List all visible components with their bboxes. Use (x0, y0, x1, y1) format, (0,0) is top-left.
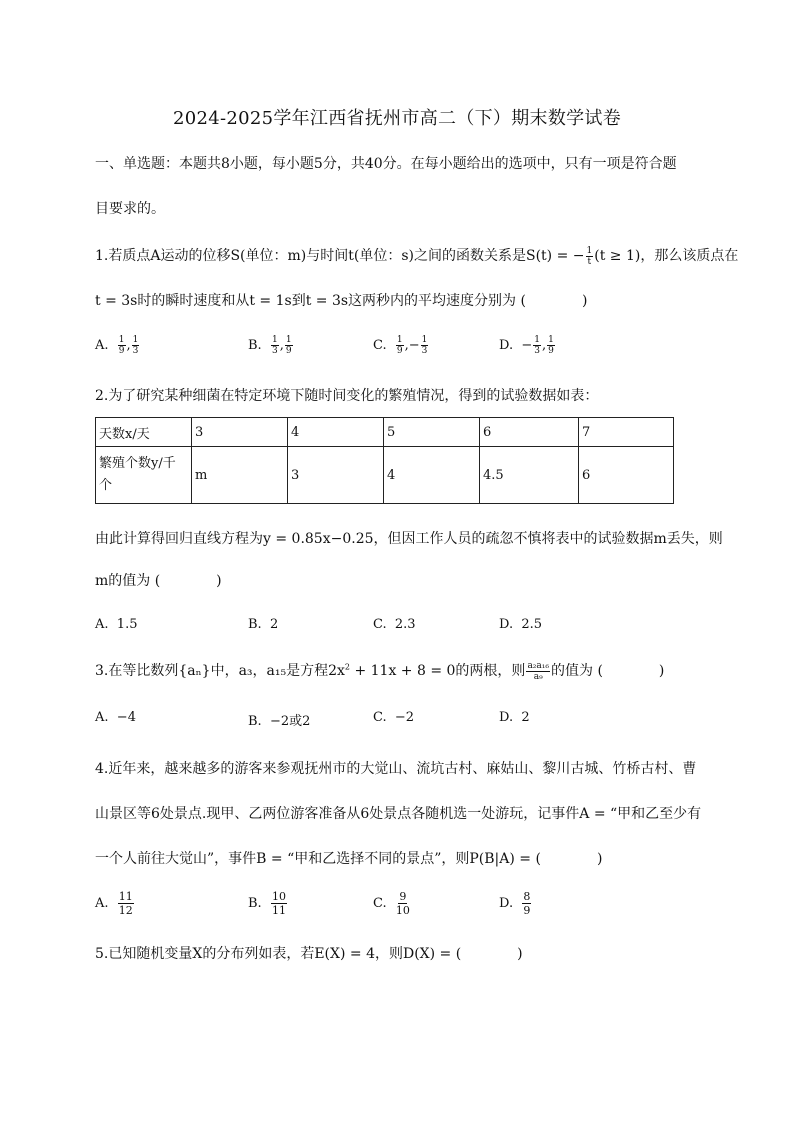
option-sep: , (126, 338, 131, 353)
page-title: 2024-2025学年江西省抚州市高二（下）期末数学试卷 (172, 108, 622, 129)
option-prefix: − (521, 338, 533, 353)
q3-option-b[interactable] (248, 710, 310, 729)
q3-frac-den: a₉ (533, 671, 543, 682)
q4-stem-line2: 山景区等6处景点.现甲、乙两位游客准备从6处景点各随机选一处游玩，记事件A = “甲和乙至少有 (95, 806, 702, 822)
frac-den: 9 (548, 346, 554, 356)
option-text: 2 (521, 710, 530, 725)
frac-den: 11 (271, 904, 286, 917)
option-frac (522, 890, 531, 917)
q4-option-b[interactable] (248, 890, 288, 917)
table-cell: 繁殖个数y/千个 (96, 447, 192, 504)
frac-den: 9 (396, 346, 403, 356)
q1-stem-line1 (95, 245, 738, 267)
option-frac (396, 335, 404, 356)
option-label: D. (499, 896, 514, 911)
q1-fraction (586, 246, 594, 267)
frac-den: 10 (395, 904, 410, 917)
option-label: C. (373, 617, 387, 632)
q1-stem-text-b: (t ≥ 1)，那么该质点在 (594, 248, 739, 264)
frac-den: 3 (132, 346, 139, 356)
q3-fraction (526, 661, 550, 682)
frac-den: 12 (118, 904, 133, 917)
section-heading: 一、单选题：本题共8小题，每小题5分，共40分。在每小题给出的选项中，只有一项是符合题 (95, 156, 677, 172)
q1-frac-den: t (587, 256, 592, 267)
q3-frac-num: a₂a₁₆ (527, 660, 549, 671)
option-text: 1.5 (116, 617, 138, 632)
frac-den: 9 (118, 346, 125, 356)
table-cell: 7 (579, 418, 674, 447)
q3-stem-text-c: 的值为 ( ) (551, 663, 665, 679)
option-frac (285, 335, 293, 356)
q1-option-a[interactable] (95, 335, 140, 356)
q1-frac-num: 1 (586, 245, 593, 256)
option-frac (271, 890, 287, 917)
option-label: B. (248, 714, 262, 729)
q2-option-a[interactable] (95, 617, 137, 632)
q2-option-d[interactable] (499, 617, 542, 632)
q4-option-a[interactable] (95, 890, 135, 917)
option-label: A. (95, 896, 109, 911)
option-sep: , (542, 338, 547, 353)
option-text: 2.5 (521, 617, 543, 632)
option-label: D. (499, 338, 514, 353)
q2-option-b[interactable] (248, 617, 278, 632)
q5-stem: 5.已知随机变量X的分布列如表，若E(X) = 4，则D(X) = ( ) (95, 946, 523, 962)
option-label: D. (499, 710, 514, 725)
frac-den: 3 (271, 346, 278, 356)
option-label: B. (248, 338, 262, 353)
option-label: D. (499, 617, 514, 632)
table-cell: 6 (579, 447, 674, 504)
q4-option-d[interactable] (499, 890, 532, 917)
option-label: B. (248, 617, 262, 632)
option-frac (132, 335, 140, 356)
option-label: C. (373, 710, 387, 725)
q3-superscript: 2 (344, 662, 351, 672)
option-label: C. (373, 338, 387, 353)
q1-option-c[interactable] (373, 335, 429, 356)
option-text: 2.3 (394, 617, 416, 632)
table-cell: 4.5 (480, 447, 579, 504)
frac-num: 1 (132, 335, 139, 345)
table-cell: 5 (384, 418, 480, 447)
table-cell: 3 (192, 418, 288, 447)
q2-stem-line2: 由此计算得回归直线方程为y = 0.85x−0.25，但因工作人员的疏忽不慎将表中的试验数据m丢失，则 (95, 531, 723, 547)
frac-num: 1 (285, 335, 292, 345)
section-heading-cont: 目要求的。 (95, 201, 165, 217)
option-frac (547, 335, 555, 356)
q2-option-c[interactable] (373, 617, 416, 632)
option-frac (421, 335, 429, 356)
q3-option-c[interactable] (373, 710, 414, 725)
q4-stem-line1: 4.近年来，越来越多的游客来参观抚州市的大觉山、流坑古村、麻姑山、黎川古城、竹桥古村、曹 (95, 761, 697, 777)
q1-option-d[interactable] (499, 335, 556, 356)
q1-stem-text-a: 1.若质点A运动的位移S(单位：m)与时间t(单位：s)之间的函数关系是S(t) = − (95, 248, 585, 264)
q4-option-c[interactable] (373, 890, 411, 917)
q2-data-table (95, 417, 674, 504)
frac-num: 1 (396, 335, 403, 345)
q3-stem-text-b: + 11x + 8 = 0的两根，则 (350, 663, 526, 679)
option-text: −2或2 (269, 714, 311, 729)
q2-stem: 2.为了研究某种细菌在特定环境下随时间变化的繁殖情况，得到的试验数据如表： (95, 388, 599, 404)
table-cell: m (192, 447, 288, 504)
table-row (96, 447, 674, 504)
q3-stem (95, 660, 664, 682)
table-cell: 4 (384, 447, 480, 504)
frac-num: 8 (523, 890, 531, 903)
option-sep: , (279, 338, 284, 353)
frac-num: 1 (271, 335, 278, 345)
option-label: A. (95, 710, 109, 725)
frac-num: 10 (271, 890, 286, 903)
q3-stem-text-a: 3.在等比数列{aₙ}中，a₃，a₁₅是方程2x (95, 663, 345, 679)
option-label: A. (95, 617, 109, 632)
option-frac (118, 335, 126, 356)
option-frac (118, 890, 134, 917)
option-frac (271, 335, 279, 356)
frac-num: 9 (399, 890, 407, 903)
table-cell: 4 (288, 418, 384, 447)
option-text: 2 (269, 617, 279, 632)
frac-num: 1 (118, 335, 125, 345)
frac-num: 1 (421, 335, 428, 345)
option-frac (396, 890, 410, 917)
option-text: −2 (394, 710, 415, 725)
frac-num: 1 (534, 335, 540, 345)
option-label: C. (373, 896, 387, 911)
table-cell: 天数x/天 (96, 418, 192, 447)
option-text: −4 (116, 710, 136, 725)
q3-option-a[interactable] (95, 710, 136, 725)
option-label: B. (248, 896, 262, 911)
option-label: A. (95, 338, 109, 353)
table-cell: 3 (288, 447, 384, 504)
q1-option-b[interactable] (248, 335, 294, 356)
frac-den: 9 (523, 904, 531, 917)
q3-option-d[interactable] (499, 710, 530, 725)
frac-den: 3 (534, 346, 540, 356)
table-row (96, 418, 674, 447)
frac-num: 1 (548, 335, 554, 345)
q1-stem-line2: t = 3s时的瞬时速度和从t = 1s到t = 3s这两秒内的平均速度分别为 ( ) (95, 293, 588, 309)
frac-den: 3 (421, 346, 428, 356)
table-cell: 6 (480, 418, 579, 447)
q4-stem-line3: 一个人前往大觉山”，事件B = “甲和乙选择不同的景点”，则P(B|A) = ( ) (95, 851, 603, 867)
option-frac (533, 335, 541, 356)
q2-stem-line3: m的值为 ( ) (95, 573, 222, 589)
frac-den: 9 (285, 346, 292, 356)
option-sep: ,− (404, 338, 420, 353)
frac-num: 11 (118, 890, 133, 903)
